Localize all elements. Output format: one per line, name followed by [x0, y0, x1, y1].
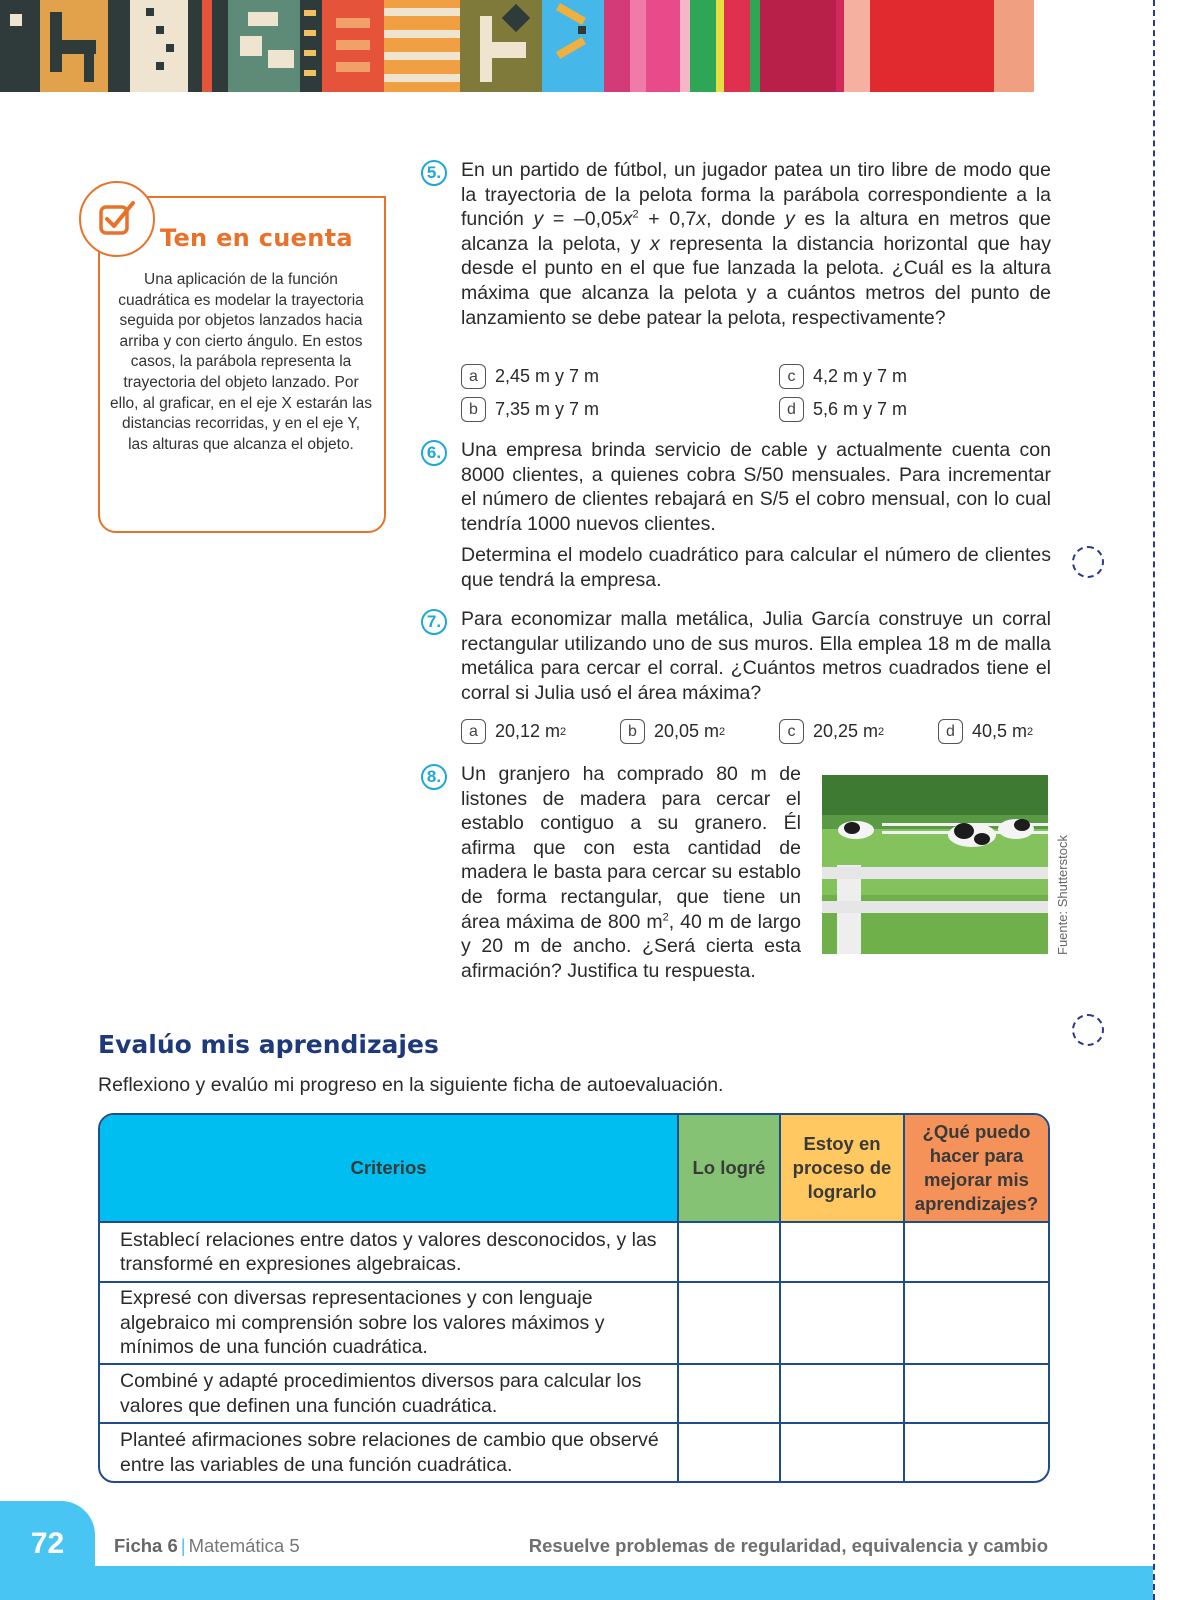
table-row	[100, 1423, 1048, 1481]
question-number-6: 6.	[421, 440, 447, 466]
checkbox-cell[interactable]	[780, 1222, 904, 1282]
footer-competency: Resuelve problemas de regularidad, equivalencia y cambio	[528, 1535, 1048, 1556]
question-6-prompt: Determina el modelo cuadrático para calcular el número de clientes que tendrá la empresa.	[461, 544, 1051, 591]
option-5d[interactable]: d 5,6 m y 7 m	[779, 397, 907, 422]
question-number-7: 7.	[421, 609, 447, 635]
footer-bar	[0, 1566, 1153, 1600]
checkbox-check-icon	[79, 181, 155, 257]
question-8-text: Un granjero ha comprado 80 m de listones de madera para cercar el establo contiguo a su granero. Él afirma que con esta cantidad de madera le basta para cercar su establo de forma rectangular, que tiene un área máxima de 800 $m^2$, 40 m de largo y 20 m de ancho. ¿Será cierta esta afirmación? Justifica tu respuesta.	[461, 763, 801, 982]
tip-title: Ten en cuenta	[160, 224, 353, 252]
option-7d[interactable]: d 40,5 m 2	[938, 719, 1033, 744]
photo-credit: Fuente: Shutterstock	[1055, 835, 1070, 955]
checkbox-cell[interactable]	[780, 1423, 904, 1481]
cows-pasture-photo	[822, 775, 1048, 954]
header-lo-logre: Lo logré	[678, 1115, 780, 1222]
cut-line	[1153, 0, 1155, 1600]
option-7a[interactable]: a 20,12 m 2	[461, 719, 566, 744]
option-5c[interactable]: c 4,2 m y 7 m	[779, 364, 907, 389]
tip-text: Una aplicación de la función cuadrática es modelar la trayectoria seguida por objetos lanzados hacia arriba y con cierto ángulo. En estos casos, la parábola representa la trayectoria del objeto lanzado. Por ello, al graficar, en el eje X estarán las distancias recorridas, y en el eje Y, las alturas que alcanza el objeto.	[110, 271, 372, 453]
answer-cell[interactable]	[904, 1423, 1048, 1481]
option-7c[interactable]: c 20,25 m 2	[779, 719, 884, 744]
evaluation-intro: Reflexiono y evalúo mi progreso en la siguiente ficha de autoevaluación.	[98, 1074, 724, 1096]
question-number-8: 8.	[421, 764, 447, 790]
question-7-text: Para economizar malla metálica, Julia García construye un corral rectangular utilizando uno de sus muros. Ella emplea 18 m de malla metálica para cercar el corral. ¿Cuántos metros cuadrados tiene el corral si Julia usó el área máxima?	[461, 608, 1051, 704]
question-5-text: En un partido de fútbol, un jugador patea un tiro libre de modo que la trayectoria de la pelota forma la parábola correspondiente a la función $y = -0,05x^2 + 0,7x$, donde y es la altura en metros que alcanza la pelota, y x representa la distancia horizontal que hay desde el punto en el que fue lanzada la pelota. ¿Cuál es la altura máxima que alcanza la pelota y a cuántos metros del punto de lanzamiento se debe patear la pelota, respectivamente?	[461, 159, 1051, 329]
answer-cell[interactable]	[904, 1282, 1048, 1364]
evaluation-title: Evalúo mis aprendizajes	[98, 1030, 439, 1059]
checkbox-cell[interactable]	[780, 1364, 904, 1423]
criterion-text: Planteé afirmaciones sobre relaciones de cambio que observé entre las variables de una función cuadrática.	[100, 1423, 678, 1481]
header-criterios: Criterios	[100, 1115, 678, 1222]
criterion-text: Expresé con diversas representaciones y con lenguaje algebraico mi comprensión sobre los valores máximos y mínimos de una función cuadrática.	[100, 1282, 678, 1364]
option-5a[interactable]: a 2,45 m y 7 m	[461, 364, 599, 389]
binder-hole	[1072, 1014, 1104, 1046]
criterion-text: Combiné y adapté procedimientos diversos para calcular los valores que definen una función cuadrática.	[100, 1364, 678, 1423]
question-6-text: Una empresa brinda servicio de cable y actualmente cuenta con 8000 clientes, a quienes cobra S/50 mensuales. Para incrementar el número de clientes rebajará en S/5 el cobro mensual, con lo cual tendría 1000 nuevos clientes.	[461, 439, 1051, 535]
checkbox-cell[interactable]	[678, 1364, 780, 1423]
answer-cell[interactable]	[904, 1364, 1048, 1423]
decorative-textile-band	[0, 0, 1193, 92]
option-5b[interactable]: b 7,35 m y 7 m	[461, 397, 599, 422]
criterion-text: Establecí relaciones entre datos y valores desconocidos, y las transformé en expresiones algebraicas.	[100, 1222, 678, 1282]
checkbox-cell[interactable]	[678, 1423, 780, 1481]
answer-cell[interactable]	[904, 1222, 1048, 1282]
question-number-5: 5.	[421, 160, 447, 186]
header-mejorar: ¿Qué puedo hacer para mejorar mis aprendizajes?	[904, 1115, 1048, 1222]
header-en-proceso: Estoy en proceso de lograrlo	[780, 1115, 904, 1222]
option-7b[interactable]: b 20,05 m 2	[620, 719, 725, 744]
table-row	[100, 1282, 1048, 1364]
checkbox-cell[interactable]	[678, 1222, 780, 1282]
table-row	[100, 1364, 1048, 1423]
checkbox-cell[interactable]	[678, 1282, 780, 1364]
table-row	[100, 1222, 1048, 1282]
footer-ficha: Ficha 6 | Matemática 5	[114, 1535, 300, 1556]
binder-hole	[1072, 546, 1104, 578]
self-assessment-table	[98, 1113, 1050, 1483]
page-number: 72	[30, 1527, 65, 1560]
checkbox-cell[interactable]	[780, 1282, 904, 1364]
